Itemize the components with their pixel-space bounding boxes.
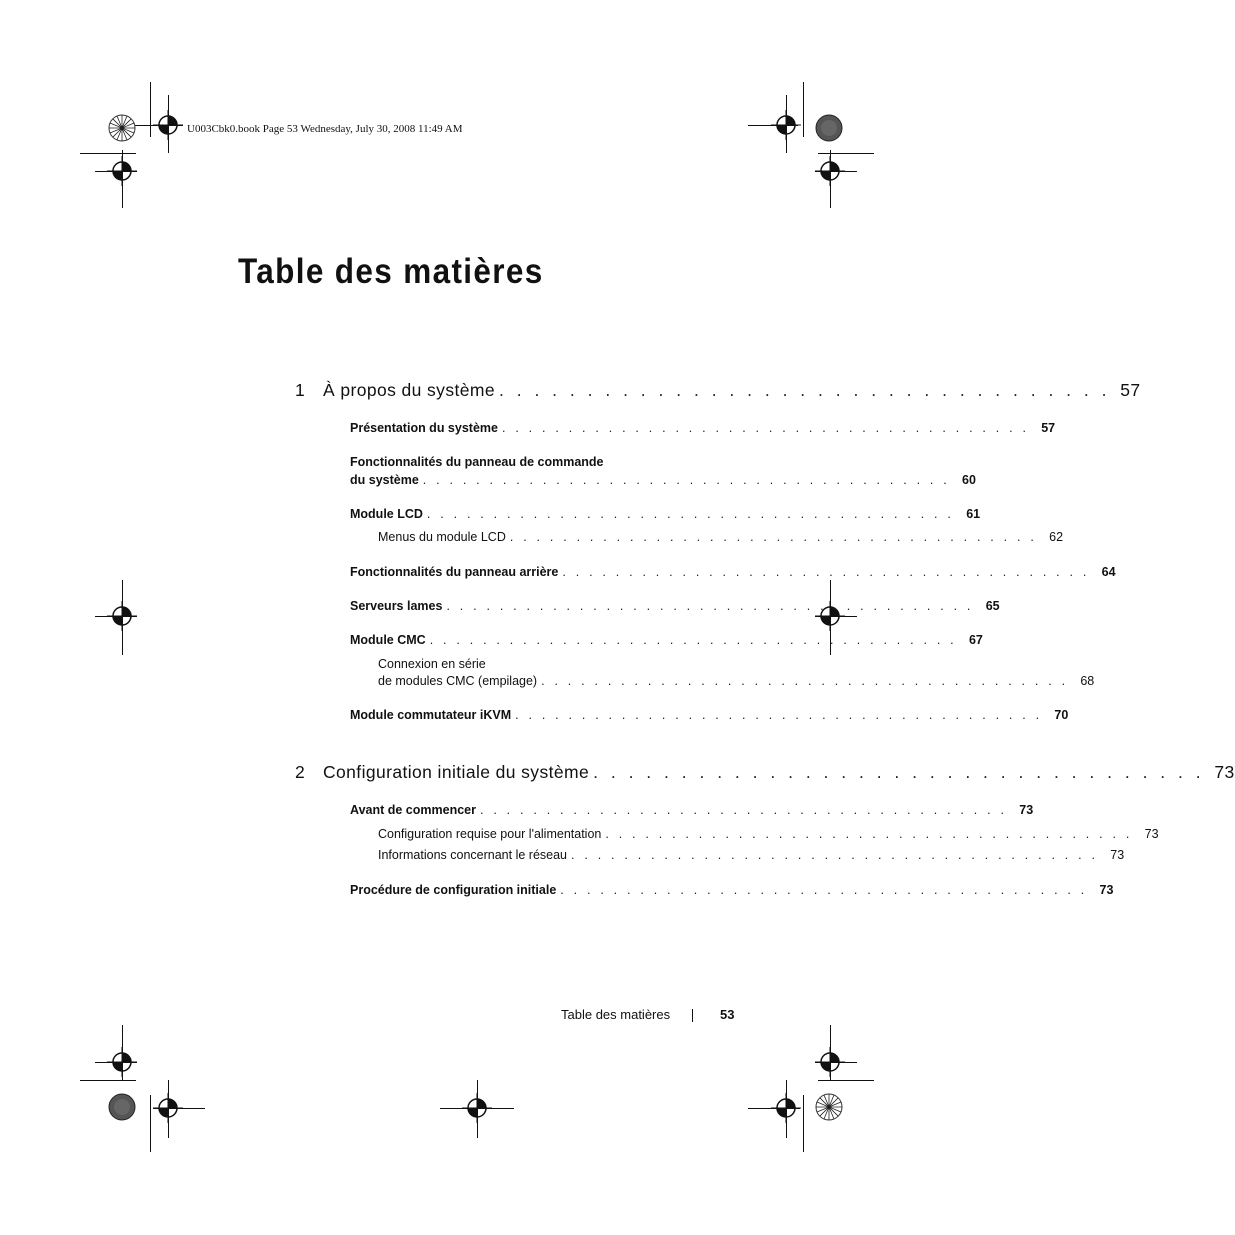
registration-target-icon bbox=[153, 110, 183, 140]
toc-subentry[interactable] bbox=[378, 827, 1159, 841]
toc-subentry[interactable] bbox=[378, 530, 1064, 544]
chapter-title: À propos du système bbox=[323, 380, 495, 400]
leader-dots: . . . . . . . . . . . . . . . . . . . . . . . . . . . . . . . . . . . . . . . . bbox=[429, 633, 957, 647]
leader-dots: . . . . . . . . . . . . . . . . . . . . . . . . . . . . . . . . . . . . . . . . bbox=[562, 565, 1090, 579]
toc-chapter-1[interactable] bbox=[295, 380, 1141, 401]
leader-dots: . . . . . . . . . . . . . . . . . . . . . . . . . . . . . . . . . . . . . . . . bbox=[560, 883, 1088, 897]
footer-label: Table des matières bbox=[561, 1007, 671, 1022]
entry-title: Informations concernant le réseau bbox=[378, 848, 567, 862]
leader-dots: . . . . . . . . . . . . . . . . . . . . . . . . . . . . . . . . . . . . . . . . bbox=[605, 827, 1133, 841]
chapter-number: 2 bbox=[295, 762, 306, 782]
toc-entry[interactable] bbox=[350, 473, 976, 487]
leader-dots: . . . . . . . . . . . . . . . . . . . . . . . . . . . . . . . . . . . . . . . . bbox=[515, 708, 1043, 722]
entry-page: 73 bbox=[1110, 848, 1125, 862]
toc-entry[interactable] bbox=[350, 507, 981, 521]
toc-subentry[interactable] bbox=[378, 848, 1125, 862]
entry-page: 60 bbox=[962, 473, 976, 487]
leader-dots: . . . . . . . . . . . . . . . . . . . . . . . . . . . . . . . . . . . . . . . . bbox=[479, 803, 1008, 817]
registration-target-icon bbox=[107, 1047, 137, 1077]
entry-page: 70 bbox=[1054, 708, 1069, 722]
gray-patch-icon bbox=[815, 114, 843, 142]
entry-page: 62 bbox=[1049, 530, 1064, 544]
entry-title-line1: Connexion en série bbox=[378, 657, 486, 671]
entry-title: Fonctionnalités du panneau arrière bbox=[350, 565, 559, 579]
page-title: Table des matières bbox=[238, 252, 544, 291]
footer-separator bbox=[692, 1009, 693, 1022]
registration-target-icon bbox=[815, 156, 845, 186]
entry-title: Menus du module LCD bbox=[378, 530, 506, 544]
leader-dots: . . . . . . . . . . . . . . . . . . . . . . . . . . . . . . . . . . . bbox=[593, 762, 1205, 782]
entry-page: 65 bbox=[985, 599, 1000, 613]
registration-target-icon bbox=[153, 1093, 183, 1123]
entry-page: 67 bbox=[968, 633, 983, 647]
toc-entry[interactable] bbox=[350, 883, 1114, 897]
entry-title: Module commutateur iKVM bbox=[350, 708, 512, 722]
leader-dots: . . . . . . . . . . . . . . . . . . . . . . . . . . . . . . . . . . . . . . . . bbox=[501, 421, 1030, 435]
toc-entry[interactable] bbox=[350, 421, 1056, 435]
registration-target-icon bbox=[107, 156, 137, 186]
toc-chapter-2[interactable] bbox=[295, 762, 1235, 783]
chapter-page: 57 bbox=[1120, 380, 1141, 400]
entry-title-line2: du système bbox=[350, 473, 419, 487]
entry-title: Procédure de configuration initiale bbox=[350, 883, 557, 897]
registration-target-icon bbox=[462, 1093, 492, 1123]
print-header: U003Cbk0.book Page 53 Wednesday, July 30, 2008 11:49 AM bbox=[187, 123, 463, 135]
entry-title: Module CMC bbox=[350, 633, 426, 647]
leader-dots: . . . . . . . . . . . . . . . . . . . . . . . . . . . . . . . . . . . . . . . . bbox=[446, 599, 974, 613]
registration-target-icon bbox=[771, 1093, 801, 1123]
registration-target-icon bbox=[107, 601, 137, 631]
entry-page: 61 bbox=[966, 507, 981, 521]
toc-subentry[interactable] bbox=[378, 674, 1095, 688]
leader-dots: . . . . . . . . . . . . . . . . . . . . . . . . . . . . . . . . . . . . . . . . bbox=[422, 473, 950, 487]
chapter-title: Configuration initiale du système bbox=[323, 762, 590, 782]
leader-dots: . . . . . . . . . . . . . . . . . . . . . . . . . . . . . . . . . . . . . . . . bbox=[541, 674, 1069, 688]
leader-dots: . . . . . . . . . . . . . . . . . . . . . . . . . . . . . . . . . . . bbox=[499, 380, 1111, 400]
registration-target-icon bbox=[815, 1047, 845, 1077]
registration-star-icon bbox=[108, 114, 136, 142]
entry-page: 57 bbox=[1041, 421, 1056, 435]
entry-title: Avant de commencer bbox=[350, 803, 476, 817]
registration-target-icon bbox=[771, 110, 801, 140]
entry-page: 73 bbox=[1144, 827, 1159, 841]
entry-page: 64 bbox=[1101, 565, 1116, 579]
entry-title-line1: Fonctionnalités du panneau de commande bbox=[350, 455, 604, 469]
entry-title: Présentation du système bbox=[350, 421, 498, 435]
chapter-page: 73 bbox=[1214, 762, 1235, 782]
entry-title: Serveurs lames bbox=[350, 599, 443, 613]
entry-title: Configuration requise pour l'alimentation bbox=[378, 827, 602, 841]
leader-dots: . . . . . . . . . . . . . . . . . . . . . . . . . . . . . . . . . . . . . . . . bbox=[509, 530, 1038, 544]
toc-entry[interactable] bbox=[350, 565, 1116, 579]
toc-entry[interactable] bbox=[350, 803, 1034, 817]
gray-patch-icon bbox=[108, 1093, 136, 1121]
entry-page: 73 bbox=[1019, 803, 1034, 817]
toc-entry[interactable] bbox=[350, 633, 983, 647]
entry-page: 73 bbox=[1099, 883, 1114, 897]
entry-title: Module LCD bbox=[350, 507, 423, 521]
entry-title-line2: de modules CMC (empilage) bbox=[378, 674, 538, 688]
page-number: 53 bbox=[720, 1007, 735, 1022]
chapter-number: 1 bbox=[295, 380, 306, 400]
registration-star-icon bbox=[815, 1093, 843, 1121]
toc-entry[interactable] bbox=[350, 708, 1069, 722]
entry-page: 68 bbox=[1080, 674, 1095, 688]
toc-entry[interactable] bbox=[350, 599, 1000, 613]
leader-dots: . . . . . . . . . . . . . . . . . . . . . . . . . . . . . . . . . . . . . . . . bbox=[426, 507, 955, 521]
leader-dots: . . . . . . . . . . . . . . . . . . . . . . . . . . . . . . . . . . . . . . . . bbox=[571, 848, 1099, 862]
